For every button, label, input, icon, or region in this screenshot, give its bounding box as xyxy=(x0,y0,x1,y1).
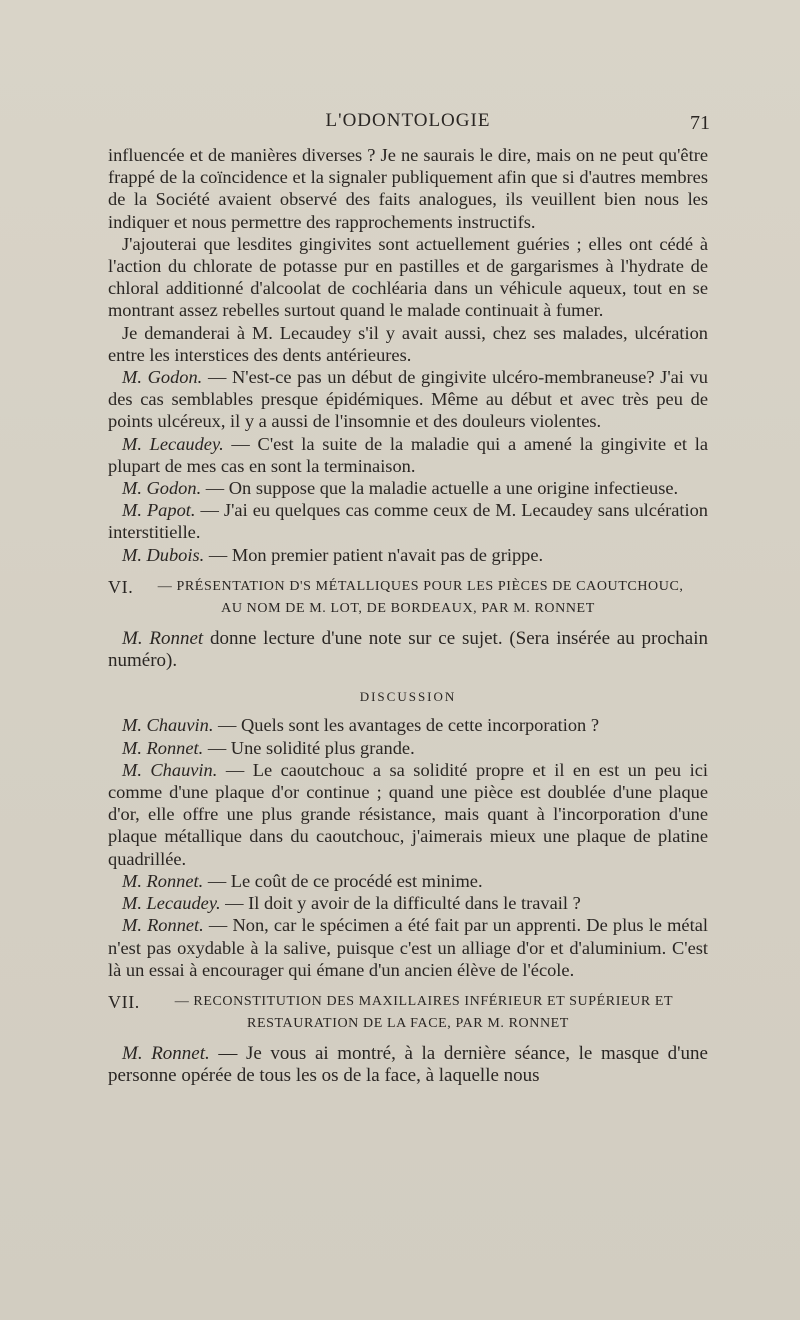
speech-text: — Non, car le spécimen a été fait par un apprenti. De plus le métal n'est pas oxydable à la salive, puisque c'est un alliage d'or et d'aluminium. C'est là un essai à encourager qui émane d'un ancien élève de l'école. xyxy=(108,915,708,980)
speaker-name: M. Ronnet. xyxy=(122,915,204,936)
speech-text: — J'ai eu quelques cas comme ceux de M. Lecaudey sans ulcération interstitielle. xyxy=(108,500,709,543)
section-title-line: RESTAURATION DE LA FACE, PAR M. RONNET xyxy=(247,1015,569,1031)
speaker-name: M. Ronnet. xyxy=(122,737,204,758)
dialogue-entry xyxy=(108,892,708,914)
dialogue-entry xyxy=(108,499,708,543)
speech-text: — Je vous ai montré, à la dernière séance, le masque d'une personne opérée de tous les os de la face, à laquelle nous xyxy=(108,1042,708,1087)
speech-text: — Quels sont les avantages de cette incorporation ? xyxy=(213,715,600,736)
speech-text: — Le coût de ce procédé est minime. xyxy=(203,870,483,891)
section-heading-vi xyxy=(108,576,708,620)
paragraph: Je demanderai à M. Lecaudey s'il y avait aussi, chez ses malades, ulcération entre les interstices des dents antérieures. xyxy=(108,322,708,365)
section-number: VI. xyxy=(108,576,134,597)
paragraph: influencée et de manières diverses ? Je ne saurais le dire, mais on ne peut qu'être frappé de la coïncidence et la signaler publiquement afin que si d'autres membres de la Société avaient observé des faits analogues, ils veuillent bien nous les indiquer et nous permettre des rapprochements instructifs. xyxy=(108,145,708,232)
dialogue-entry xyxy=(108,477,708,499)
speech-text: — Il doit y avoir de la difficulté dans le travail ? xyxy=(220,893,581,914)
speech-text: — C'est la suite de la maladie qui a amené la gingivite et la plupart de mes cas en sont la terminaison. xyxy=(108,433,708,476)
speech-text: — On suppose que la maladie actuelle a une origine infectieuse. xyxy=(201,478,679,499)
speaker-name: M. Ronnet xyxy=(122,627,204,649)
speaker-name: M. Ronnet. xyxy=(122,870,204,891)
section-title-line: AU NOM DE M. LOT, DE BORDEAUX, PAR M. RONNET xyxy=(221,600,595,616)
speaker-name: M. Ronnet. xyxy=(122,1042,210,1064)
speaker-name: M. Godon. xyxy=(122,367,203,388)
speech-text: donne lecture d'une note sur ce sujet. (Sera insérée au prochain numéro). xyxy=(108,627,708,672)
paragraph: J'ajouterai que lesdites gingivites sont actuellement guéries ; elles ont cédé à l'action du chlorate de potasse pur en pastilles et de gargarismes à l'hydrate de chloral additionné d'alcoolat de cochléaria dans un véhicule aqueux, tout en se montrant assez rebelles surtout quand le malade continuait à fumer. xyxy=(108,233,708,321)
speaker-name: M. Chauvin. xyxy=(122,759,218,780)
dialogue-entry xyxy=(108,366,708,433)
speaker-name: M. Papot. xyxy=(122,500,196,521)
speaker-name: M. Lecaudey. xyxy=(122,893,221,914)
section-heading-vii xyxy=(108,991,708,1035)
section-title-line: — RECONSTITUTION DES MAXILLAIRES INFÉRIEUR ET SUPÉRIEUR ET xyxy=(174,993,674,1009)
discussion-heading: DISCUSSION xyxy=(359,689,457,705)
page-body xyxy=(108,144,708,1087)
speaker-name: M. Lecaudey. xyxy=(122,433,224,454)
speaker-name: M. Dubois. xyxy=(122,544,205,565)
page-header xyxy=(108,108,708,138)
dialogue-entry xyxy=(108,433,708,477)
section-title-line: — PRÉSENTATION D'S MÉTALLIQUES POUR LES PIÈCES DE CAOUTCHOUC, xyxy=(157,578,684,594)
dialogue-entry xyxy=(108,759,708,870)
dialogue-entry xyxy=(108,544,708,566)
section-number: VII. xyxy=(108,991,140,1012)
dialogue-entry xyxy=(108,737,708,759)
speaker-name: M. Chauvin. xyxy=(122,715,214,736)
dialogue-entry xyxy=(108,1043,708,1087)
dialogue-entry xyxy=(108,870,708,892)
speech-text: — N'est-ce pas un début de gingivite ulcéro-membraneuse? J'ai vu des cas semblables presque épidémiques. Même au début et avec très peu de points ulcéreux, il y a aussi de l'insomnie et des douleurs violentes. xyxy=(108,367,708,432)
dialogue-entry xyxy=(108,628,708,672)
page-number: 71 xyxy=(690,112,710,134)
running-title: L'ODONTOLOGIE xyxy=(325,110,491,131)
dialogue-entry xyxy=(108,914,708,981)
dialogue-entry xyxy=(108,714,708,736)
speaker-name: M. Godon. xyxy=(122,478,202,499)
speech-text: — Mon premier patient n'avait pas de grippe. xyxy=(204,544,544,565)
speech-text: — Le caoutchouc a sa solidité propre et il en est un peu ici comme d'une plaque d'or continue ; quand une pièce est doublée d'une plaque d'or, elle offre une plus grande résistance, mais quant à l'incorporation d'une plaque métallique dans du caoutchouc, j'aimerais mieux une plaque de platine quadrillée. xyxy=(108,759,709,869)
speech-text: — Une solidité plus grande. xyxy=(203,737,415,758)
